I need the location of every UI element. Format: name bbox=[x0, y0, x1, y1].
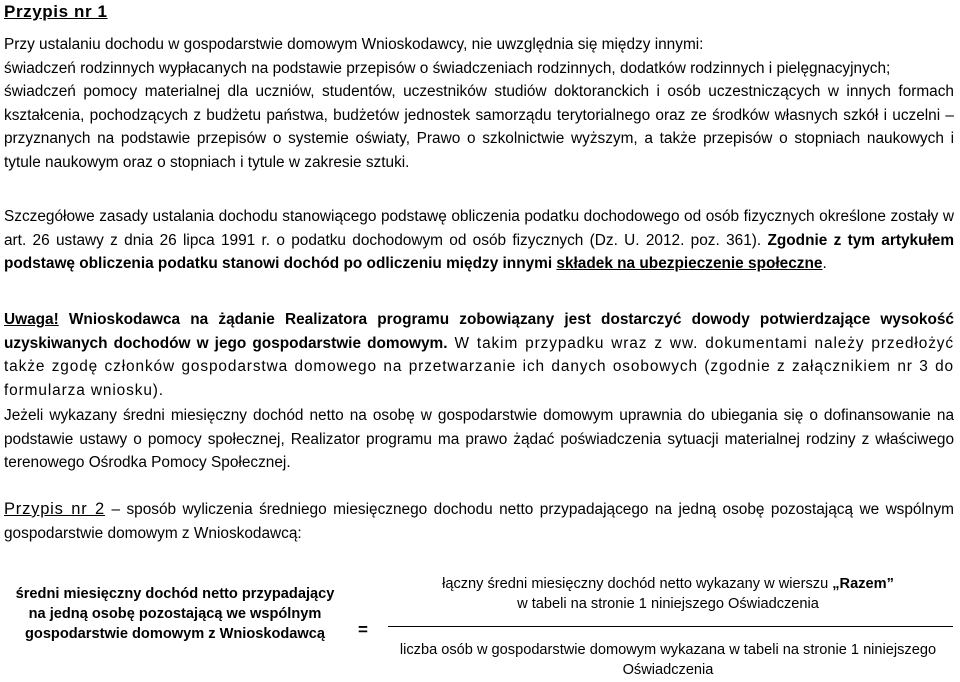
note1-heading: Przypis nr 1 bbox=[4, 2, 108, 21]
note2-text: – sposób wyliczenia średniego miesięcznego dochodu netto przypadającego na jedną osobę pozostającą we wspólnym gospodarstwie domowym z Wnioskodawcą: bbox=[4, 501, 954, 542]
rules-bold-text: Zgodnie z tym artykułem podstawę obliczenia podatku stanowi dochód po odliczeniu między innymi bbox=[4, 231, 954, 272]
formula-numerator bbox=[388, 574, 948, 614]
note1-intro-block bbox=[4, 33, 954, 174]
threshold-paragraph bbox=[4, 404, 954, 475]
fraction-bar bbox=[388, 626, 953, 627]
rules-text: Szczegółowe zasady ustalania dochodu stanowiącego podstawę obliczenia podatku dochodowego od osób fizycznych określone zostały w art. 26 ustawy z dnia 26 lipca 1991 r. o podatku dochodowym od osób fizycznych (Dz. U. 2012. poz. 361). bbox=[4, 208, 954, 249]
note1-item-2: świadczeń pomocy materialnej dla uczniów, studentów, uczestników studiów doktoranckich i osób uczestniczących w innych formach kształcenia, pochodzących z budżetu państwa, budżetów jednostek samorządu terytorialnego oraz ze środków własnych szkół i uczelni – przyznanych na podstawie przepisów o systemie oświaty, Prawo o szkolnictwie wyższym, a także przepisów o stopniach naukowych i tytule naukowym oraz o stopniach i tytule w zakresie sztuki. bbox=[4, 83, 954, 171]
rules-paragraph bbox=[4, 205, 954, 276]
note2-heading: Przypis nr 2 bbox=[4, 500, 106, 518]
note1-item-1: świadczeń rodzinnych wypłacanych na podstawie przepisów o świadczeniach rodzinnych, dodatków rodzinnych i pielęgnacyjnych; bbox=[4, 59, 891, 77]
numerator-text-b: w tabeli na stronie 1 niniejszego Oświadczenia bbox=[517, 596, 819, 612]
formula-denominator: liczba osób w gospodarstwie domowym wykazana w tabeli na stronie 1 niniejszego Oświadczenia bbox=[399, 642, 937, 678]
rules-bold-underlined: składek na ubezpieczenie społeczne bbox=[556, 255, 823, 272]
warning-label: Uwaga! bbox=[4, 311, 59, 328]
formula-left-side: średni miesięczny dochód netto przypadający na jedną osobę pozostającą we wspólnym gospodarstwie domowym z Wnioskodawcą bbox=[15, 586, 335, 642]
numerator-text-a: łączny średni miesięczny dochód netto wykazany w wierszu bbox=[442, 576, 833, 592]
numerator-razem: „Razem” bbox=[832, 576, 894, 592]
note2-paragraph bbox=[4, 498, 954, 545]
formula-equals-sign: = bbox=[358, 620, 368, 639]
warning-bold-text: Wnioskodawca na żądanie Realizatora programu zobowiązany jest dostarczyć dowody potwierdzające wysokość uzyskiwanych dochodów w jego gospodarstwie domowym. bbox=[4, 311, 954, 352]
rules-end: . bbox=[822, 255, 827, 272]
income-formula bbox=[0, 574, 960, 682]
threshold-text: Jeżeli wykazany średni miesięczny dochód netto na osobę w gospodarstwie domowym uprawnia do ubiegania się o dofinansowanie na podstawie ustawy o pomocy społecznej, Realizator programu ma prawo żądać poświadczenia sytuacji materialnej rodziny z właściwego terenowego Ośrodka Pomocy Społecznej. bbox=[4, 407, 954, 471]
note1-intro: Przy ustalaniu dochodu w gospodarstwie domowym Wnioskodawcy, nie uwzględnia się między innymi: bbox=[4, 36, 704, 53]
warning-plain-text: W takim przypadku wraz z ww. dokumentami należy przedłożyć także zgodę członków gospodarstwa domowego na przetwarzanie ich danych osobowych (zgodnie z załącznikiem nr 3 do formularza wniosku). bbox=[4, 334, 954, 399]
warning-paragraph bbox=[4, 308, 954, 402]
